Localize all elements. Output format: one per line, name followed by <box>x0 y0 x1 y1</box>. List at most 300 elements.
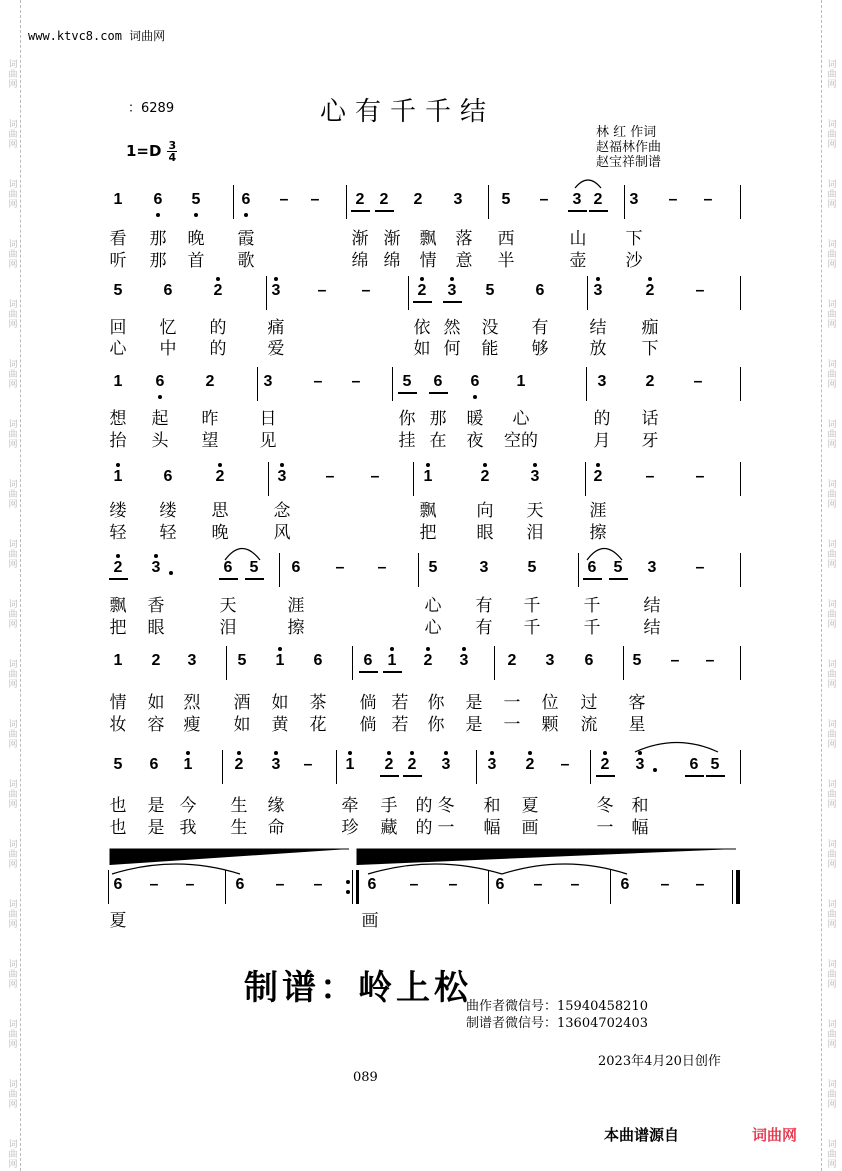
watermark-text: 词 曲 网 <box>8 1020 18 1050</box>
note-digit: 3 <box>459 652 469 669</box>
note-digit: 1 <box>387 652 397 669</box>
lyric-char: 有 <box>531 318 549 338</box>
note-digit: 1 <box>516 373 526 390</box>
note-digit: 2 <box>593 191 603 208</box>
note-digit: 3 <box>635 756 645 773</box>
dash-mark: – <box>695 876 705 893</box>
note-digit: 1 <box>275 652 285 669</box>
lyric-char: 结 <box>589 318 607 338</box>
lyric-char: 忆 <box>159 318 177 338</box>
watermark-text: 词 曲 网 <box>827 600 837 630</box>
lyric-char: 夜 <box>466 431 484 451</box>
watermark-text: 词 曲 网 <box>827 180 837 210</box>
note-digit: 3 <box>629 191 639 208</box>
lyric-char: 过 <box>580 693 598 713</box>
dash-mark: – <box>660 876 670 893</box>
time-top: 3 <box>168 139 177 152</box>
lyric-char: 天 <box>219 596 237 616</box>
dash-mark: – <box>645 468 655 485</box>
note-digit: 5 <box>113 756 123 773</box>
lyric-char: 想 <box>109 409 127 429</box>
page-number: 089 <box>353 1070 378 1085</box>
note-digit: 5 <box>710 756 720 773</box>
lyric-char: 生 <box>230 796 248 816</box>
lyric-char: 一 <box>503 693 521 713</box>
lyric-char: 歌 <box>237 251 255 271</box>
note-digit: 5 <box>237 652 247 669</box>
lyric-char: 意 <box>455 251 473 271</box>
note-digit: 5 <box>428 559 438 576</box>
note-digit: 6 <box>363 652 373 669</box>
lyric-char: 在 <box>429 431 447 451</box>
dash-mark: – <box>361 282 371 299</box>
note-digit: 1 <box>183 756 193 773</box>
lyric-char: 向 <box>476 501 494 521</box>
lyric-char: 我 <box>179 818 197 838</box>
note-digit: 2 <box>645 282 655 299</box>
note-digit: 2 <box>215 468 225 485</box>
watermark-text: 词 曲 网 <box>827 60 837 90</box>
dash-mark: – <box>448 876 458 893</box>
volta-bracket-2 <box>357 849 736 865</box>
lyric-char: 沙 <box>625 251 643 271</box>
note-digit: 2 <box>423 652 433 669</box>
lyric-char: 容 <box>147 715 165 735</box>
dash-mark: – <box>370 468 380 485</box>
lyric-char: 泪 <box>219 618 237 638</box>
watermark-text: 词 曲 网 <box>8 840 18 870</box>
note-digit: 6 <box>235 876 245 893</box>
lyric-char: 酒 <box>233 693 251 713</box>
note-digit: 1 <box>113 191 123 208</box>
lyric-char: 千 <box>523 596 541 616</box>
note-digit: 5 <box>501 191 511 208</box>
note-digit: 5 <box>402 373 412 390</box>
slur-arc <box>225 549 260 561</box>
note-digit: 6 <box>163 282 173 299</box>
dash-mark: – <box>409 876 419 893</box>
note-digit: 2 <box>151 652 161 669</box>
time-bottom: 4 <box>168 151 177 164</box>
lyric-char: 瘦 <box>183 715 201 735</box>
lyric-char: 中 <box>159 339 177 359</box>
note-digit: 6 <box>149 756 159 773</box>
lyric-char: 何 <box>443 339 461 359</box>
lyric-char: 牙 <box>641 431 659 451</box>
note-digit: 1 <box>113 652 123 669</box>
note-digit: 2 <box>234 756 244 773</box>
dash-mark: – <box>351 373 361 390</box>
note-digit: 3 <box>545 652 555 669</box>
note-digit: 6 <box>155 373 165 390</box>
lyric-char: 飘 <box>419 229 437 249</box>
note-digit: 2 <box>384 756 394 773</box>
note-digit: 6 <box>535 282 545 299</box>
signature: 制谱：岭上松 <box>244 968 472 1008</box>
dash-mark: – <box>310 191 320 208</box>
lyric-char: 你 <box>427 715 445 735</box>
note-digit: 3 <box>479 559 489 576</box>
lyric-char: 珍 <box>341 818 359 838</box>
composer-wechat: 曲作者微信号：15940458210 <box>466 999 648 1014</box>
slur-arc <box>502 864 627 874</box>
note-digit: 1 <box>113 468 123 485</box>
dash-mark: – <box>303 756 313 773</box>
lyric-char: 昨 <box>201 409 219 429</box>
lyric-char: 香 <box>147 596 165 616</box>
lyric-char: 山 <box>569 229 587 249</box>
dash-mark: – <box>693 373 703 390</box>
note-digit: 6 <box>153 191 163 208</box>
lyric-char: 心 <box>109 339 127 359</box>
note-digit: 5 <box>613 559 623 576</box>
watermark-text: 词 曲 网 <box>827 1020 837 1050</box>
lyric-char: 一 <box>503 715 521 735</box>
watermark-text: 词 曲 网 <box>8 420 18 450</box>
lyric-char: 和 <box>631 796 649 816</box>
dash-mark: – <box>539 191 549 208</box>
lyric-char: 如 <box>413 339 431 359</box>
lyric-char: 看 <box>109 229 127 249</box>
lyric-char: 擦 <box>589 523 607 543</box>
lyric-char: 若 <box>391 715 409 735</box>
lyric-char: 渐 <box>383 229 401 249</box>
watermark-text: 词 曲 网 <box>827 840 837 870</box>
lyric-char: 晚 <box>211 523 229 543</box>
dash-mark: – <box>325 468 335 485</box>
source-label: 本曲谱源自 <box>604 1126 680 1144</box>
lyric-char: 手 <box>380 796 398 816</box>
transcriber-wechat: 制谱者微信号：13604702403 <box>466 1016 648 1031</box>
lyric-char: 轻 <box>159 523 177 543</box>
note-digit: 6 <box>587 559 597 576</box>
lyric-char: 望 <box>201 431 219 451</box>
lyric-char: 千 <box>523 618 541 638</box>
lyric-char: 倘 <box>359 693 377 713</box>
lyric-char: 起 <box>151 409 169 429</box>
volta-label-first: 1. <box>113 851 122 861</box>
lyric-char: 画 <box>521 818 539 838</box>
lyric-char: 花 <box>309 715 327 735</box>
note-digit: 3 <box>151 559 161 576</box>
note-digit: 6 <box>241 191 251 208</box>
page-title: 心有千千结 <box>320 97 496 127</box>
lyric-char: 见 <box>259 431 277 451</box>
lyric-char: 下 <box>641 339 659 359</box>
lyric-char: 心 <box>424 618 442 638</box>
watermark-text: 词 曲 网 <box>8 180 18 210</box>
lyric-char: 生 <box>230 818 248 838</box>
site-url[interactable]: www.ktvc8.com 词曲网 <box>28 29 166 43</box>
lyric-char: 一 <box>596 818 614 838</box>
lyric-char: 情 <box>109 693 127 713</box>
lyric-char: 位 <box>541 693 559 713</box>
lyric-char: 缘 <box>267 796 285 816</box>
watermark-text: 词 曲 网 <box>8 360 18 390</box>
note-digit: 6 <box>433 373 443 390</box>
note-digit: 2 <box>600 756 610 773</box>
lyric-char: 如 <box>233 715 251 735</box>
lyric-char: 首 <box>187 251 205 271</box>
lyric-char: 命 <box>267 818 285 838</box>
slur-arc <box>587 549 622 561</box>
lyric-char: 的 <box>415 796 433 816</box>
watermark-text: 词 曲 网 <box>827 1140 837 1170</box>
lyric-char: 客 <box>628 693 646 713</box>
watermark-text: 词 曲 网 <box>8 720 18 750</box>
note-digit: 2 <box>480 468 490 485</box>
dash-mark: – <box>185 876 195 893</box>
dash-mark: – <box>279 191 289 208</box>
watermark-text: 词 曲 网 <box>827 240 837 270</box>
note-digit: 1 <box>113 373 123 390</box>
lyric-char: 妆 <box>109 715 127 735</box>
lyric-char: 擦 <box>287 618 305 638</box>
note-digit: 6 <box>367 876 377 893</box>
lyric-char: 涯 <box>589 501 607 521</box>
lyric-char: 心 <box>424 596 442 616</box>
lyric-char: 听 <box>109 251 127 271</box>
slur-arc <box>112 864 240 874</box>
note-digit: 6 <box>584 652 594 669</box>
lyric-char: 有 <box>475 618 493 638</box>
note-digit: 3 <box>447 282 457 299</box>
lyric-char: 夏 <box>521 796 539 816</box>
watermark-text: 词 曲 网 <box>827 660 837 690</box>
note-digit: 2 <box>417 282 427 299</box>
note-digit: 3 <box>187 652 197 669</box>
note-digit: 5 <box>485 282 495 299</box>
lyric-char: 爱 <box>267 339 285 359</box>
lyric-char: 晚 <box>187 229 205 249</box>
lyric-char: 月 <box>593 431 611 451</box>
note-digit: 3 <box>597 373 607 390</box>
lyric-char: 涯 <box>287 596 305 616</box>
brand-logo[interactable]: 词曲网 <box>752 1126 798 1144</box>
note-digit: 3 <box>530 468 540 485</box>
watermark-text: 词 曲 网 <box>8 600 18 630</box>
lyric-char: 日 <box>259 409 277 429</box>
dash-mark: – <box>313 876 323 893</box>
lyric-char: 落 <box>455 229 473 249</box>
lyric-char: 抬 <box>109 431 127 451</box>
lyric-char: 依 <box>413 318 431 338</box>
lyric-char: 思 <box>211 501 229 521</box>
lyric-char: 是 <box>147 796 165 816</box>
lyric-char: 飘 <box>419 501 437 521</box>
lyric-char: 幅 <box>631 818 649 838</box>
lyric-char: 的 <box>593 409 611 429</box>
watermark-text: 词 曲 网 <box>8 780 18 810</box>
watermark-text: 词 曲 网 <box>8 660 18 690</box>
watermark-text: 词 曲 网 <box>827 360 837 390</box>
dash-mark: – <box>705 652 715 669</box>
lyric-char: 也 <box>109 796 127 816</box>
lyric-char: 天 <box>526 501 544 521</box>
watermark-text: 词 曲 网 <box>827 420 837 450</box>
dash-mark: – <box>560 756 570 773</box>
contacts <box>466 998 648 1032</box>
note-digit: 2 <box>525 756 535 773</box>
lyric-char: 烈 <box>183 693 201 713</box>
lyric-char: 痂 <box>641 318 659 338</box>
note-digit: 6 <box>223 559 233 576</box>
lyric-char: 绵 <box>351 251 369 271</box>
note-digit: 5 <box>113 282 123 299</box>
note-digit: 3 <box>593 282 603 299</box>
note-digit: 1 <box>423 468 433 485</box>
lyric-char: 颗 <box>541 715 559 735</box>
lyric-char: 那 <box>429 409 447 429</box>
dash-mark: – <box>533 876 543 893</box>
lyric-char: 如 <box>271 693 289 713</box>
lyric-char: 倘 <box>359 715 377 735</box>
lyric-char: 夏 <box>109 911 127 931</box>
watermark-text: 词 曲 网 <box>827 120 837 150</box>
lyric-char: 放 <box>589 339 607 359</box>
watermark-text: 词 曲 网 <box>827 900 837 930</box>
note-digit: 2 <box>413 191 423 208</box>
lyric-char: 千 <box>583 596 601 616</box>
note-digit: 3 <box>572 191 582 208</box>
lyric-char: 风 <box>273 523 291 543</box>
lyric-char: 星 <box>628 715 646 735</box>
dash-mark: – <box>668 191 678 208</box>
lyric-char: 冬 <box>596 796 614 816</box>
lyric-char: 渐 <box>351 229 369 249</box>
creation-date: 2023年4月20日创作 <box>598 1054 721 1069</box>
lyric-char: 空的 <box>504 431 538 451</box>
note-digit: 1 <box>345 756 355 773</box>
lyric-char: 眼 <box>476 523 494 543</box>
watermark-text: 词 曲 网 <box>827 780 837 810</box>
dash-mark: – <box>703 191 713 208</box>
lyric-char: 然 <box>443 318 461 338</box>
volta-label-second: 2. <box>360 851 369 861</box>
lyric-char: 如 <box>147 693 165 713</box>
lyric-char: 轻 <box>109 523 127 543</box>
lyric-char: 结 <box>643 596 661 616</box>
lyric-char: 的 <box>209 339 227 359</box>
lyric-char: 也 <box>109 818 127 838</box>
note-digit: 2 <box>645 373 655 390</box>
dash-mark: – <box>570 876 580 893</box>
watermark-text: 词 曲 网 <box>827 300 837 330</box>
dash-mark: – <box>670 652 680 669</box>
lyric-char: 话 <box>641 409 659 429</box>
note-digit: 6 <box>620 876 630 893</box>
lyric-char: 的 <box>209 318 227 338</box>
note-digit: 5 <box>632 652 642 669</box>
watermark-text: 词 曲 网 <box>827 480 837 510</box>
watermark-text: 词 曲 网 <box>827 960 837 990</box>
lyric-char: 壶 <box>569 251 587 271</box>
lyric-char: 情 <box>419 251 437 271</box>
note-digit: 3 <box>453 191 463 208</box>
note-digit: 3 <box>647 559 657 576</box>
note-digit: 2 <box>213 282 223 299</box>
note-digit: 5 <box>527 559 537 576</box>
note-digit: 6 <box>291 559 301 576</box>
lyric-char: 藏 <box>380 818 398 838</box>
lyric-char: 回 <box>109 318 127 338</box>
lyric-char: 茶 <box>309 693 327 713</box>
lyric-char: 够 <box>531 339 549 359</box>
dash-mark: – <box>695 559 705 576</box>
note-digit: 6 <box>689 756 699 773</box>
note-digit: 2 <box>205 373 215 390</box>
lyric-char: 流 <box>580 715 598 735</box>
note-digit: 6 <box>163 468 173 485</box>
watermark-text: 词 曲 网 <box>8 1080 18 1110</box>
note-digit: 2 <box>379 191 389 208</box>
watermark-text: 词 曲 网 <box>827 540 837 570</box>
composer-credit: 赵福林作曲 <box>596 140 662 155</box>
note-digit: 2 <box>507 652 517 669</box>
watermark-text: 词 曲 网 <box>8 240 18 270</box>
note-digit: 6 <box>470 373 480 390</box>
note-digit: 6 <box>495 876 505 893</box>
lyric-char: 能 <box>481 339 499 359</box>
song-number: ：6289 <box>128 101 175 116</box>
slur-arc <box>575 180 601 188</box>
lyric-char: 头 <box>151 431 169 451</box>
note-digit: 6 <box>113 876 123 893</box>
dash-mark: – <box>335 559 345 576</box>
lyric-char: 你 <box>427 693 445 713</box>
lyric-char: 霞 <box>237 229 255 249</box>
watermark-text: 词 曲 网 <box>8 1140 18 1170</box>
lyric-char: 是 <box>465 715 483 735</box>
lyric-char: 缕 <box>109 501 127 521</box>
lyric-char: 冬 <box>437 796 455 816</box>
key-label: 1=D <box>126 142 162 160</box>
note-digit: 2 <box>355 191 365 208</box>
lyric-char: 那 <box>149 251 167 271</box>
lyric-char: 今 <box>179 796 197 816</box>
lyric-char: 泪 <box>526 523 544 543</box>
dash-mark: – <box>313 373 323 390</box>
note-digit: 2 <box>407 756 417 773</box>
lyric-char: 一 <box>437 818 455 838</box>
note-digit: 6 <box>313 652 323 669</box>
lyric-char: 眼 <box>147 618 165 638</box>
lyric-char: 下 <box>625 229 643 249</box>
lyric-char: 和 <box>483 796 501 816</box>
lyric-char: 结 <box>643 618 661 638</box>
lyric-char: 若 <box>391 693 409 713</box>
lyric-char: 幅 <box>483 818 501 838</box>
note-digit: 3 <box>441 756 451 773</box>
lyric-char: 千 <box>583 618 601 638</box>
lyric-char: 画 <box>361 911 379 931</box>
lyric-char: 是 <box>147 818 165 838</box>
dash-mark: – <box>695 468 705 485</box>
dash-mark: – <box>149 876 159 893</box>
lyric-char: 飘 <box>109 596 127 616</box>
lyric-char: 心 <box>512 409 530 429</box>
lyric-char: 没 <box>481 318 499 338</box>
lyric-char: 的 <box>415 818 433 838</box>
note-digit: 3 <box>277 468 287 485</box>
watermark-text: 词 曲 网 <box>8 960 18 990</box>
lyricist-credit: 林 红 作词 <box>596 125 657 140</box>
lyric-char: 是 <box>465 693 483 713</box>
slur-arc <box>635 743 718 753</box>
volta-bracket-1 <box>110 849 349 865</box>
lyric-char: 把 <box>419 523 437 543</box>
dash-mark: – <box>275 876 285 893</box>
